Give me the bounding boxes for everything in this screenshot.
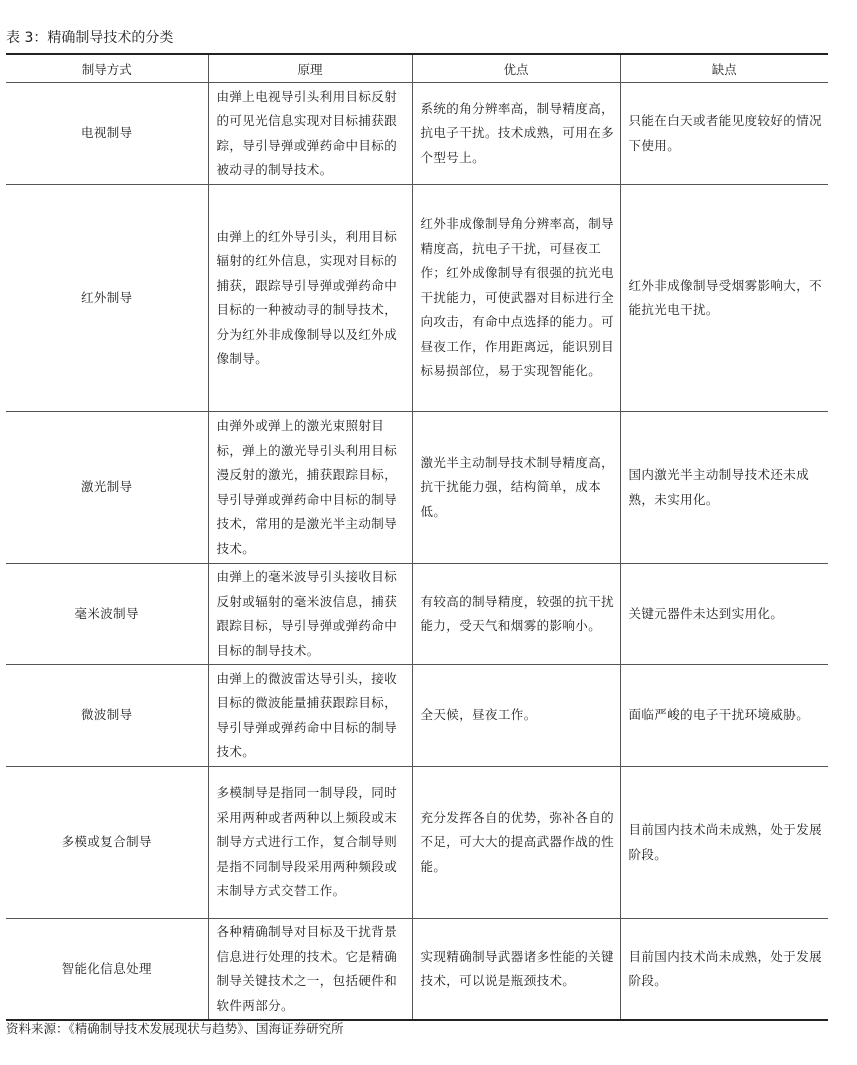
method-cell: 微波制导 (6, 665, 208, 767)
table-row (6, 83, 828, 185)
source-note: 资料来源：《精确制导技术发展现状与趋势》、国海证券研究所 (6, 1021, 344, 1036)
principle-cell: 由弹上的微波雷达导引头，接收目标的微波能量捕获跟踪目标，导引导弹或弹药命中目标的制导技术。 (208, 665, 412, 767)
principle-cell: 由弹外或弹上的激光束照射目标，弹上的激光导引头利用目标漫反射的激光，捕获跟踪目标，导引导弹或弹药命中目标的制导技术，常用的是激光半主动制导技术。 (208, 412, 412, 564)
pros-cell: 充分发挥各自的优势，弥补各自的不足，可大大的提高武器作战的性能。 (412, 767, 620, 919)
table-row (6, 185, 828, 412)
header-principle: 原理 (208, 54, 412, 83)
method-cell: 多模或复合制导 (6, 767, 208, 919)
method-cell: 电视制导 (6, 83, 208, 185)
method-cell: 激光制导 (6, 412, 208, 564)
method-cell: 红外制导 (6, 185, 208, 412)
principle-cell: 各种精确制导对目标及干扰背景信息进行处理的技术。它是精确制导关键技术之一，包括硬件和软件两部分。 (208, 919, 412, 1021)
table-row (6, 564, 828, 665)
pros-cell: 系统的角分辨率高，制导精度高，抗电子干扰。技术成熟，可用在多个型号上。 (412, 83, 620, 185)
cons-cell: 面临严峻的电子干扰环境威胁。 (620, 665, 828, 767)
table-caption: 表 3：精确制导技术的分类 (6, 30, 174, 46)
table-row (6, 919, 828, 1021)
pros-cell: 有较高的制导精度，较强的抗干扰能力，受天气和烟雾的影响小。 (412, 564, 620, 665)
header-cons: 缺点 (620, 54, 828, 83)
table-row (6, 665, 828, 767)
cons-cell: 国内激光半主动制导技术还未成熟，未实用化。 (620, 412, 828, 564)
cons-cell: 红外非成像制导受烟雾影响大，不能抗光电干扰。 (620, 185, 828, 412)
header-method: 制导方式 (6, 54, 208, 83)
method-cell: 毫米波制导 (6, 564, 208, 665)
pros-cell: 实现精确制导武器诸多性能的关键技术，可以说是瓶颈技术。 (412, 919, 620, 1021)
cons-cell: 只能在白天或者能见度较好的情况下使用。 (620, 83, 828, 185)
cons-cell: 关键元器件未达到实用化。 (620, 564, 828, 665)
principle-cell: 由弹上电视导引头利用目标反射的可见光信息实现对目标捕获跟踪，导引导弹或弹药命中目标的被动寻的制导技术。 (208, 83, 412, 185)
cons-cell: 目前国内技术尚未成熟，处于发展阶段。 (620, 919, 828, 1021)
cons-cell: 目前国内技术尚未成熟，处于发展阶段。 (620, 767, 828, 919)
table-row (6, 412, 828, 564)
guidance-classification-table (6, 53, 828, 1021)
principle-cell: 多模制导是指同一制导段，同时采用两种或者两种以上频段或末制导方式进行工作，复合制导则是指不同制导段采用两种频段或末制导方式交替工作。 (208, 767, 412, 919)
table-header-row (6, 54, 828, 83)
pros-cell: 激光半主动制导技术制导精度高，抗干扰能力强，结构简单，成本低。 (412, 412, 620, 564)
table-row (6, 767, 828, 919)
header-pros: 优点 (412, 54, 620, 83)
pros-cell: 红外非成像制导角分辨率高，制导精度高，抗电子干扰，可昼夜工作；红外成像制导有很强的抗光电干扰能力，可使武器对目标进行全向攻击，有命中点选择的能力。可昼夜工作，作用距离远，能识别目标易损部位，易于实现智能化。 (412, 185, 620, 412)
method-cell: 智能化信息处理 (6, 919, 208, 1021)
principle-cell: 由弹上的红外导引头，利用目标辐射的红外信息，实现对目标的捕获，跟踪导引导弹或弹药命中目标的一种被动寻的制导技术，分为红外非成像制导以及红外成像制导。 (208, 185, 412, 412)
principle-cell: 由弹上的毫米波导引头接收目标反射或辐射的毫米波信息，捕获跟踪目标，导引导弹或弹药命中目标的制导技术。 (208, 564, 412, 665)
pros-cell: 全天候，昼夜工作。 (412, 665, 620, 767)
